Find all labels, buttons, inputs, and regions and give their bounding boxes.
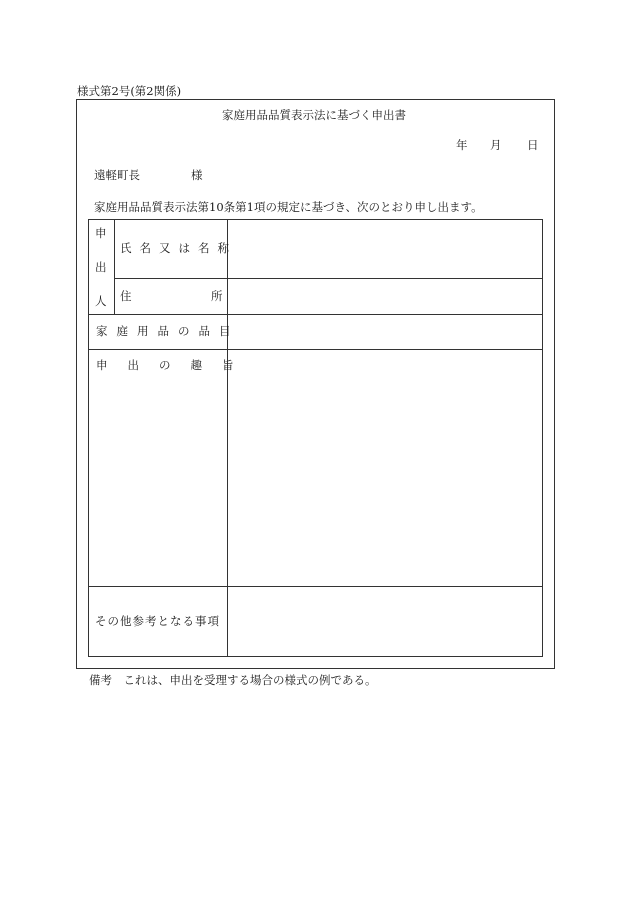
applicant-char-2: 出	[95, 260, 107, 274]
product-label: 家庭用品の品目	[96, 324, 240, 338]
addressee-honorific: 様	[191, 168, 203, 182]
date-day: 日	[527, 138, 539, 152]
table-divider	[114, 219, 115, 314]
table-divider	[88, 314, 543, 315]
form-title: 家庭用品品質表示法に基づく申出書	[222, 108, 406, 122]
address-label-1: 住	[120, 289, 132, 303]
form-table	[88, 219, 543, 657]
date-month: 月	[490, 138, 502, 152]
date-year: 年	[456, 138, 468, 152]
other-label: その他参考となる事項	[95, 614, 220, 628]
applicant-char-1: 申	[95, 226, 107, 240]
table-divider	[227, 219, 228, 657]
table-divider	[88, 349, 543, 350]
intro-text: 家庭用品品質表示法第10条第1項の規定に基づき、次のとおり申し出ます。	[94, 200, 483, 214]
note-text: 備考 これは、申出を受理する場合の様式の例である。	[89, 673, 377, 687]
form-label: 様式第2号(第2関係)	[77, 84, 182, 98]
table-divider	[114, 278, 543, 279]
addressee-name: 遠軽町長	[94, 168, 140, 182]
name-label: 氏名又は名称	[120, 241, 237, 255]
address-label-2: 所	[211, 289, 223, 303]
table-divider	[88, 586, 543, 587]
applicant-char-3: 人	[95, 294, 107, 308]
purpose-label: 申出の趣旨	[96, 358, 254, 372]
